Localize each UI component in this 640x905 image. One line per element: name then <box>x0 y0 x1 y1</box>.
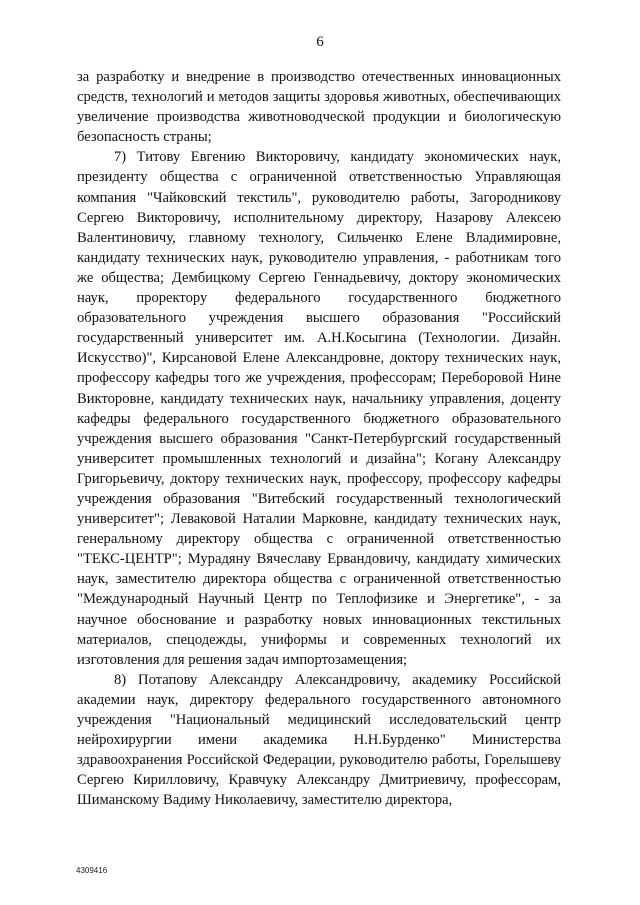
document-body <box>77 67 561 810</box>
document-code: 4309416 <box>76 866 108 875</box>
page-number: 6 <box>316 34 324 50</box>
paragraph-item-8: 8) Потапову Александру Александровичу, академику Российской академии наук, директору федерального государственного автономного учреждения "Национальный медицинский исследовательский центр нейрохирургии имени академика Н.Н.Бурденко" Министерства здравоохранения Российской Федерации, руководителю работы, Горелышеву Сергею Кирилловичу, Кравчуку Александру Дмитриевичу, профессорам, Шиманскому Вадиму Николаевичу, заместителю директора, <box>77 671 561 809</box>
paragraph-continuation: за разработку и внедрение в производство отечественных инновационных средств, технологий и методов защиты здоровья животных, обеспечивающих увеличение производства животноводческой продукции и биологическую безопасность страны; <box>77 69 561 146</box>
paragraph-item-7: 7) Титову Евгению Викторовичу, кандидату экономических наук, президенту общества с ограниченной ответственностью Управляющая компания "Чайковский текстиль", руководителю работы, Загородникову Сергею Викторовичу, исполнительному директору, Назарову Алексею Валентиновичу, главному технологу, Сильченко Елене Владимировне, кандидату технических наук, руководителю управления, - работникам того же общества; Дембицкому Сергею Геннадьевичу, доктору экономических наук, проректору федерального государственного бюджетного образовательного учреждения высшего образования "Российский государственный университет им. А.Н.Косыгина (Технологии. Дизайн. Искусство)", Кирсановой Елене Александровне, доктору технических наук, профессору кафедры того же учреждения, профессорам; Переборовой Нине Викторовне, кандидату технических наук, начальнику управления, доценту кафедры федерального государственного бюджетного образовательного учреждения высшего образования "Санкт-Петербургский государственный университет промышленных технологий и дизайна"; Когану Александру Григорьевичу, доктору технических наук, профессору, профессору кафедры учреждения образования "Витебский государственный технологический университет"; Леваковой Наталии Марковне, кандидату технических наук, генеральному директору общества с ограниченной ответственностью "ТЕКС-ЦЕНТР"; Мурадяну Вячеславу Ервандовичу, кандидату химических наук, заместителю директора общества с ограниченной ответственностью "Международный Научный Центр по Теплофизике и Энергетике", - за научное обоснование и разработку новых инновационных текстильных материалов, спецодежды, униформы и современных технологий их изготовления для решения задач импортозамещения; <box>77 149 561 668</box>
